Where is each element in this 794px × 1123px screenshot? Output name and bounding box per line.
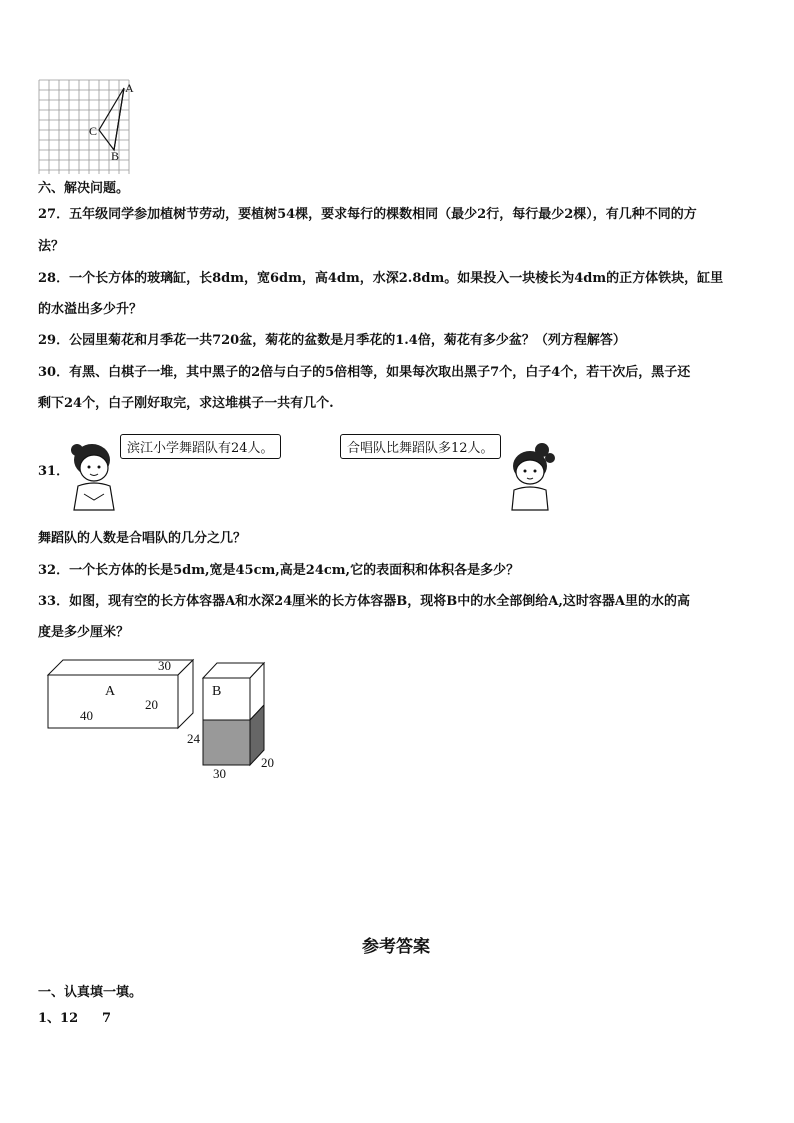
section-six-heading: 六、解决问题。 — [38, 181, 130, 196]
q31-question: 舞蹈队的人数是合唱队的几分之几？ — [38, 531, 247, 546]
q30-line1: 30．有黑、白棋子一堆，其中黑子的2倍与白子的5倍相等，如果每次取出黑子7个，白子4个，若干次后，黑子还 — [38, 365, 691, 380]
label-a: A — [125, 81, 134, 95]
container-a-top-dim: 30 — [158, 658, 171, 673]
q28-line2: 的水溢出多少升？ — [38, 302, 143, 317]
q29-line1: 29．公园里菊花和月季花一共720盆，菊花的盆数是月季花的1.4倍，菊花有多少盆？（列方程解答） — [38, 333, 626, 348]
q30-line2: 剩下24个，白子刚好取完，求这堆棋子一共有几个. — [38, 396, 334, 411]
q33-line1: 33．如图，现有空的长方体容器A和水深24厘米的长方体容器B，现将B中的水全部倒给A,这时容器A里的水的高 — [38, 594, 690, 609]
triangle-abc — [99, 88, 124, 150]
container-b-depth-dim: 24 — [187, 731, 200, 746]
container-b-width-dim: 20 — [261, 755, 274, 770]
q31-number: 31． — [38, 464, 70, 479]
container-b-label: B — [212, 684, 222, 699]
grid-figure — [38, 78, 138, 178]
q27-line2: 法？ — [38, 239, 65, 254]
water-front — [203, 720, 250, 765]
container-a-length-dim: 40 — [80, 708, 93, 723]
q28-line1: 28．一个长方体的玻璃缸，长8dm，宽6dm，高4dm，水深2.8dm。如果投入一块棱长为4dm的正方体铁块，缸里 — [38, 271, 724, 286]
girl-right-illustration — [500, 438, 560, 513]
container-a-label: A — [105, 684, 116, 699]
speech-bubble-left: 滨江小学舞蹈队有24人。 — [120, 434, 281, 459]
container-b-figure — [200, 660, 270, 770]
container-a-figure — [45, 655, 195, 735]
speech-bubble-right: 合唱队比舞蹈队多12人。 — [340, 434, 501, 459]
label-b: B — [111, 149, 120, 163]
section-one-heading: 一、认真填一填。 — [38, 985, 143, 1000]
answer-1-value: 7 — [102, 1011, 112, 1026]
answer-1-number: 1、12 — [38, 1011, 79, 1026]
container-a-width-dim: 20 — [145, 697, 158, 712]
q27-line1: 27．五年级同学参加植树节劳动，要植树54棵，要求每行的棵数相同（最少2行，每行最少2棵），有几种不同的方 — [38, 207, 697, 222]
q33-line2: 度是多少厘米？ — [38, 625, 130, 640]
label-c: C — [89, 124, 98, 138]
answers-title: 参考答案 — [362, 937, 430, 957]
container-b-length-dim: 30 — [213, 766, 226, 781]
q32-line1: 32．一个长方体的长是5dm,宽是45cm,高是24cm,它的表面积和体积各是多少？ — [38, 563, 520, 578]
girl-left-illustration — [64, 438, 124, 513]
